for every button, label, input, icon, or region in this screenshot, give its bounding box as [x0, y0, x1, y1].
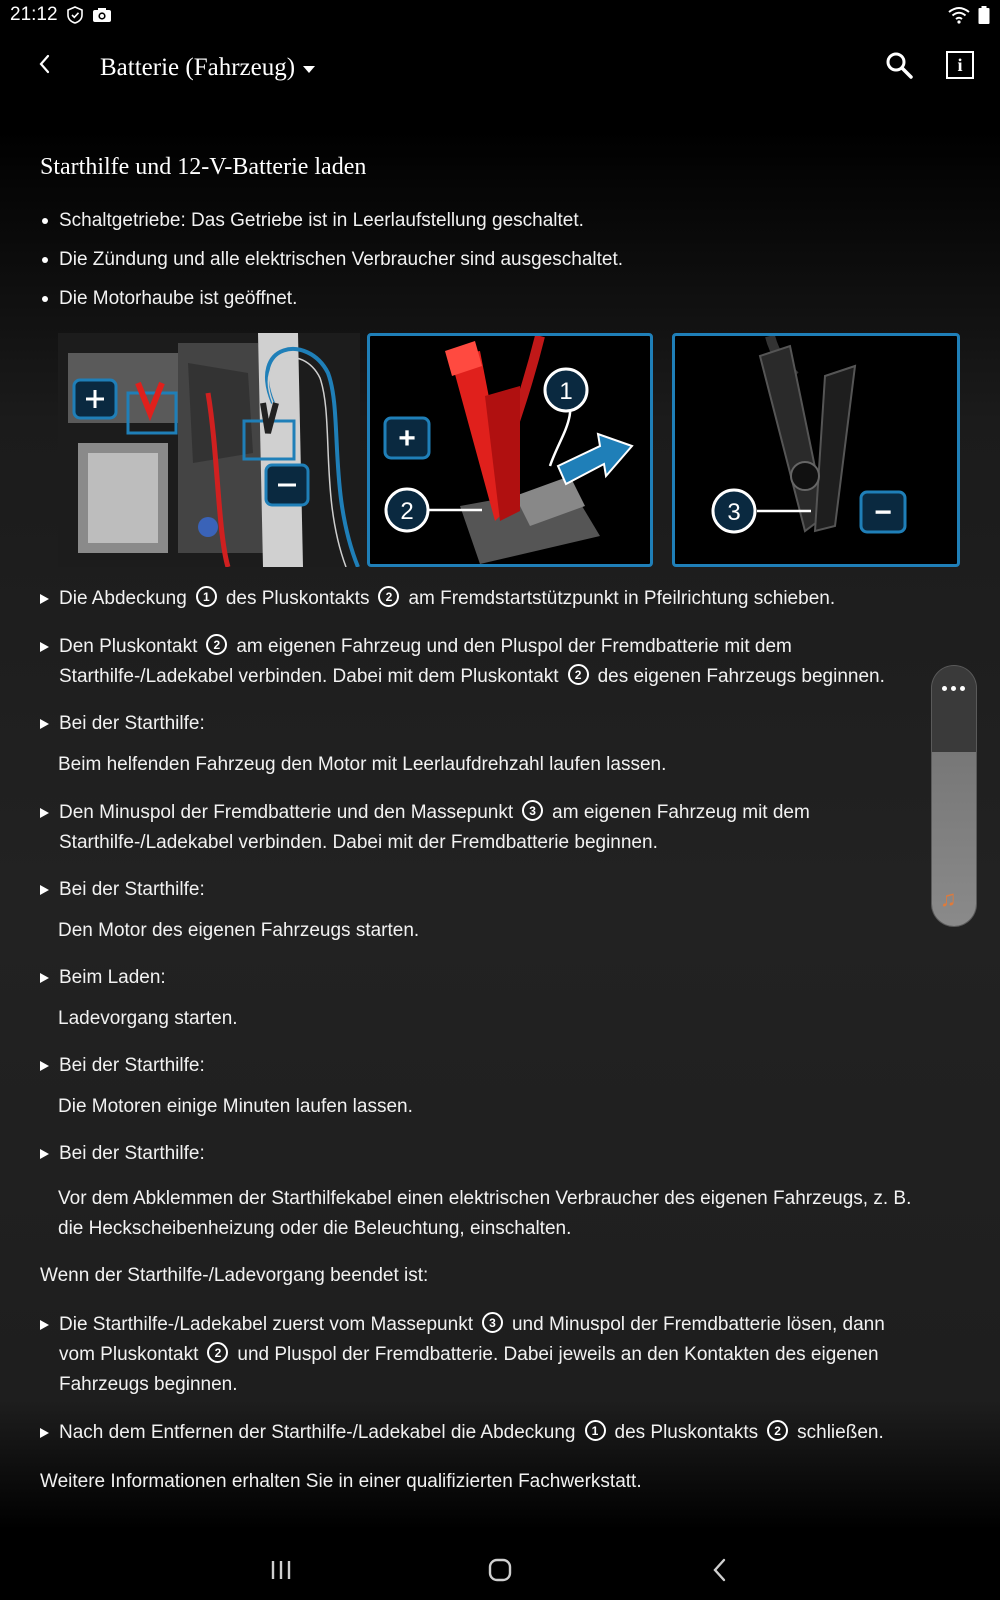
bullet-text: Die Motorhaube ist geöffnet. [59, 288, 298, 309]
status-time: 21:12 [10, 4, 58, 25]
caret-down-icon [303, 66, 315, 73]
step-detail: Die Motoren einige Minuten laufen lassen. [58, 1096, 413, 1117]
step-detail: Vor dem Abklemmen der Starthilfekabel einen elektrischen Verbraucher des eigenen Fahrzeugs, z. B. [58, 1188, 912, 1209]
wifi-icon [948, 6, 970, 24]
step-label: Bei der Starthilfe: [59, 1055, 205, 1076]
callout-number: 2 [206, 634, 227, 655]
step-detail: Den Motor des eigenen Fahrzeugs starten. [58, 920, 420, 941]
bullet-text: Schaltgetriebe: Das Getriebe ist in Leerlaufstellung geschaltet. [59, 210, 584, 231]
text-run: Die Abdeckung [59, 588, 187, 609]
section-note: Wenn der Starthilfe-/Ladevorgang beendet ist: [40, 1265, 429, 1286]
bullet-dot [42, 218, 48, 224]
callout-number: 3 [522, 800, 543, 821]
triangle-bullet-icon [40, 1320, 49, 1330]
triangle-bullet-icon [40, 642, 49, 652]
bullet-dot [42, 296, 48, 302]
text-run: des eigenen Fahrzeugs beginnen. [597, 666, 885, 687]
text-run: vom Pluskontakt [59, 1344, 199, 1365]
nav-back-icon [710, 1557, 730, 1583]
more-dots-icon [942, 686, 965, 691]
step-text [59, 1418, 989, 1448]
text-run: Die Starthilfe-/Ladekabel zuerst vom Massepunkt [59, 1314, 473, 1335]
minus-badge-small [266, 465, 308, 505]
callout-2-graphic [386, 489, 428, 531]
text-run: Starthilfe-/Ladekabel verbinden. Dabei mit dem Pluskontakt [59, 666, 559, 687]
page-title: Batterie (Fahrzeug) [100, 54, 296, 81]
recent-apps-button[interactable] [256, 1550, 306, 1590]
text-run: und Minuspol der Fremdbatterie lösen, dann [511, 1314, 885, 1335]
callout-number: 2 [767, 1420, 788, 1441]
step-label: Bei der Starthilfe: [59, 879, 205, 900]
plus-label: + [398, 422, 416, 455]
engine-bay-panel [58, 333, 360, 567]
plus-clamp-graphic [370, 336, 650, 564]
triangle-bullet-icon [40, 1061, 49, 1071]
recent-apps-icon [269, 1559, 293, 1581]
status-icons-right [948, 6, 990, 24]
step-detail: Ladevorgang starten. [58, 1008, 238, 1029]
callout-number: 2 [568, 664, 589, 685]
triangle-bullet-icon [40, 808, 49, 818]
minus-label: − [874, 496, 892, 529]
step-text [59, 798, 989, 858]
minus-clamp-graphic [675, 336, 957, 564]
home-button[interactable] [475, 1550, 525, 1590]
step-label: Beim Laden: [59, 967, 166, 988]
text-run: am eigenen Fahrzeug mit dem [552, 802, 810, 823]
triangle-bullet-icon [40, 1428, 49, 1438]
search-button[interactable] [884, 50, 916, 82]
callout-number: 2 [378, 586, 399, 607]
plus-clamp-panel [367, 333, 653, 567]
callout-number: 1 [585, 1420, 606, 1441]
plus-badge [385, 418, 429, 458]
home-icon [487, 1557, 513, 1583]
triangle-bullet-icon [40, 973, 49, 983]
callout-number: 1 [196, 586, 217, 607]
text-run: Fahrzeugs beginnen. [59, 1374, 238, 1395]
text-run: am Fremdstartstützpunkt in Pfeilrichtung schieben. [408, 588, 836, 609]
chevron-left-icon [30, 48, 64, 82]
engine-bay-graphic [58, 333, 360, 567]
minus-badge [861, 492, 905, 532]
callout-number: 2 [207, 1342, 228, 1363]
text-run: Starthilfe-/Ladekabel verbinden. Dabei mit der Fremdbatterie beginnen. [59, 832, 658, 853]
plus-badge-small [74, 380, 116, 418]
text-run: schließen. [797, 1422, 884, 1443]
step-label: Bei der Starthilfe: [59, 713, 205, 734]
step-label: Bei der Starthilfe: [59, 1143, 205, 1164]
text-run: Den Pluskontakt [59, 636, 198, 657]
text-run: Den Minuspol der Fremdbatterie und den Massepunkt [59, 802, 514, 823]
triangle-bullet-icon [40, 1149, 49, 1159]
step-text [59, 1310, 989, 1400]
back-button[interactable] [30, 48, 64, 82]
step-detail: die Heckscheibenheizung oder die Beleuchtung, einschalten. [58, 1218, 572, 1239]
nav-back-button[interactable] [695, 1550, 745, 1590]
minus-clamp-panel [672, 333, 960, 567]
system-navigation-bar [0, 1538, 1000, 1600]
title-dropdown[interactable] [100, 54, 315, 82]
triangle-bullet-icon [40, 885, 49, 895]
triangle-bullet-icon [40, 594, 49, 604]
info-icon: i [957, 54, 963, 75]
step-text [59, 584, 989, 614]
callout-1-graphic [545, 369, 587, 411]
text-run: Nach dem Entfernen der Starthilfe-/Ladekabel die Abdeckung [59, 1422, 576, 1443]
callout-number: 3 [482, 1312, 503, 1333]
floating-side-panel[interactable] [932, 666, 976, 926]
camera-icon [92, 6, 112, 24]
status-icons-left [66, 6, 112, 24]
callout-3-label: 3 [727, 499, 741, 526]
text-run: des Pluskontakts [614, 1422, 759, 1443]
callout-1-label: 1 [559, 378, 573, 405]
triangle-bullet-icon [40, 719, 49, 729]
step-detail: Beim helfenden Fahrzeug den Motor mit Leerlaufdrehzahl laufen lassen. [58, 754, 667, 775]
battery-icon [978, 6, 990, 24]
jump-start-illustration [58, 333, 960, 567]
callout-2-label: 2 [400, 498, 414, 525]
text-run: am eigenen Fahrzeug und den Pluspol der Fremdbatterie mit dem [236, 636, 792, 657]
info-button[interactable] [946, 51, 974, 79]
shield-check-icon [66, 6, 84, 24]
search-icon [884, 50, 916, 82]
side-panel-handle[interactable] [932, 752, 976, 926]
music-note-icon[interactable]: ♫ [940, 886, 957, 911]
bullet-text: Die Zündung und alle elektrischen Verbraucher sind ausgeschaltet. [59, 249, 624, 270]
text-run: und Pluspol der Fremdbatterie. Dabei jeweils an den Kontakten des eigenen [237, 1344, 879, 1365]
section-heading: Starthilfe und 12-V-Batterie laden [40, 154, 367, 180]
step-text [59, 632, 989, 692]
callout-3-graphic [713, 490, 755, 532]
bullet-dot [42, 257, 48, 263]
footer-note: Weitere Informationen erhalten Sie in einer qualifizierten Fachwerkstatt. [40, 1471, 642, 1492]
more-options-button[interactable] [932, 666, 976, 752]
text-run: des Pluskontakts [225, 588, 370, 609]
